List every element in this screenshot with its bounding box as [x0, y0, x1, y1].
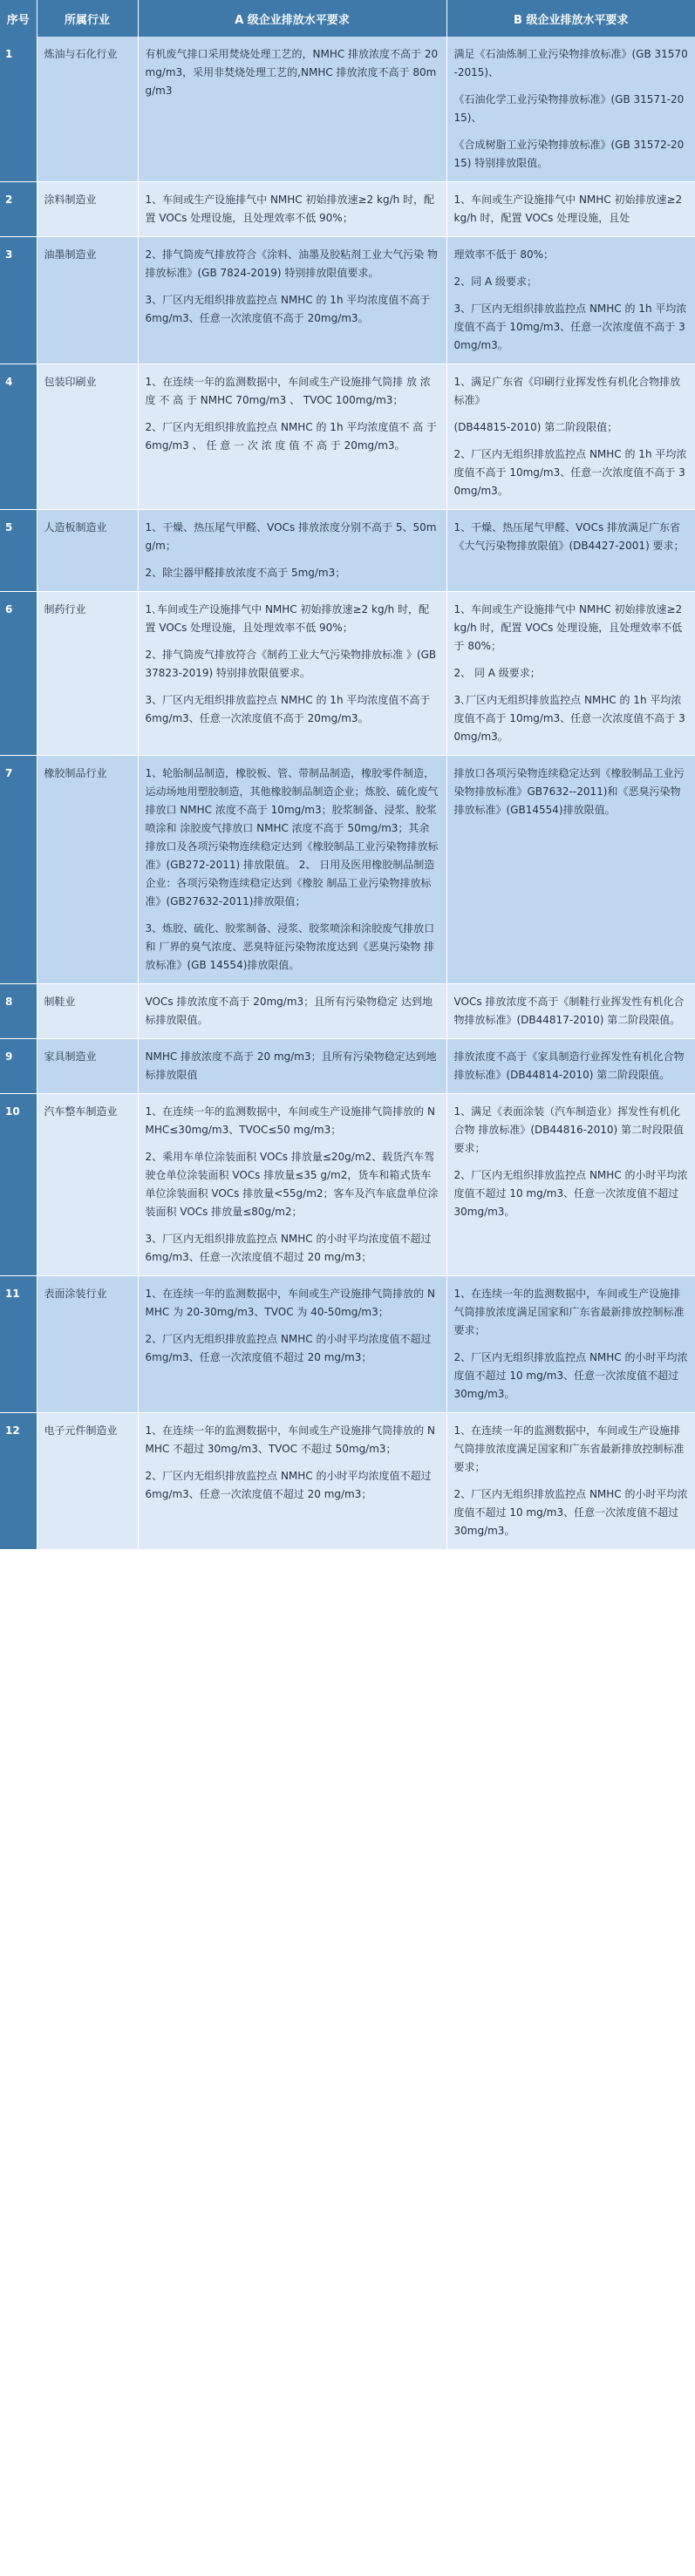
level-b-requirement: [446, 1413, 695, 1550]
industry-name: 油墨制造业: [37, 237, 138, 364]
requirement-item: 1、在连续一年的监测数据中，车间或生产设施排气筒排放的 NMHC 不超过 30mg/m3、TVOC 不超过 50mg/m3；: [145, 1424, 435, 1455]
requirement-item: 1、在连续一年的监测数据中，车间或生产设施排气筒排放浓度满足国家和广东省最新排放控制标准要求；: [453, 1288, 685, 1336]
industry-name: 炼油与石化行业: [37, 37, 138, 182]
level-a-requirement: [138, 1094, 446, 1276]
requirement-item: VOCs 排放浓度不高于《制鞋行业挥发性有机化合物排放标准》(DB44817-2010) 第二阶段限值。: [453, 996, 685, 1026]
row-number: 12: [0, 1413, 37, 1550]
table-row: [0, 592, 695, 756]
row-number: 5: [0, 510, 37, 592]
level-b-requirement: [446, 182, 695, 237]
level-b-requirement: [446, 37, 695, 182]
level-b-requirement: [446, 984, 695, 1039]
level-a-requirement: [138, 756, 446, 984]
level-a-requirement: [138, 364, 446, 510]
requirement-item: 2、厂区内无组织排放监控点 NMHC 的小时平均浓度值不超过 6mg/m3、任意一次浓度值不超过 20 mg/m3；: [145, 1333, 432, 1363]
requirement-item: 《合成树脂工业污染物排放标准》(GB 31572-2015) 特别排放限值。: [453, 139, 685, 169]
table-row: [0, 1094, 695, 1276]
requirement-item: 1、干燥、热压尾气甲醛、VOCs 排放浓度分别不高于 5、50mg/m；: [145, 521, 437, 552]
level-a-requirement: [138, 984, 446, 1039]
requirement-item: 3、炼胶、硫化、胶浆制备、浸浆、胶浆喷涂和涂胶废气排放口和 厂界的臭气浓度、恶臭特征污染物浓度达到《恶臭污染物 排放标准》(GB 14554)排放限值。: [145, 922, 435, 971]
requirement-item: 3、厂区内无组织排放监控点 NMHC 的 1h 平均浓度值不高于 6mg/m3、任意一次浓度值不高于 20mg/m3。: [145, 694, 431, 724]
row-number: 4: [0, 364, 37, 510]
requirement-item: 2、厂区内无组织排放监控点 NMHC 的 1h 平均浓度值不高于 10mg/m3、任意一次浓度值不高于 30mg/m3。: [453, 448, 687, 497]
requirement-item: 1、满足《表面涂装（汽车制造业）挥发性有机化合物 排放标准》(DB44816-2010) 第二时段限值要求；: [453, 1105, 685, 1154]
level-b-requirement: [446, 756, 695, 984]
header-no: 序号: [0, 0, 37, 37]
row-number: 3: [0, 237, 37, 364]
row-number: 10: [0, 1094, 37, 1276]
table-body: [0, 37, 695, 1550]
requirement-item: 3､厂区内无组织排放监控点 NMHC 的 1h 平均浓度值不高于 10mg/m3、任意一次浓度值不高于 30mg/m3。: [453, 694, 685, 743]
requirement-item: NMHC 排放浓度不高于 20 mg/m3；且所有污染物稳定达到地标排放限值: [145, 1050, 437, 1081]
table-row: [0, 1039, 695, 1094]
level-b-requirement: [446, 1039, 695, 1094]
requirement-item: 2、同 A 级要求；: [453, 275, 537, 288]
table-header: [0, 0, 695, 37]
level-a-requirement: [138, 37, 446, 182]
table-row: [0, 984, 695, 1039]
level-b-requirement: [446, 1094, 695, 1276]
industry-name: 制药行业: [37, 592, 138, 756]
row-number: 8: [0, 984, 37, 1039]
row-number: 9: [0, 1039, 37, 1094]
requirement-item: 排放浓度不高于《家具制造行业挥发性有机化合物排放标准》(DB44814-2010) 第二阶段限值。: [453, 1050, 685, 1081]
requirement-item: 1､车间或生产设施排气中 NMHC 初始排放速≥2 kg/h 时，配置 VOCs 处理设施，且处理效率不低 90%；: [145, 603, 430, 634]
row-number: 7: [0, 756, 37, 984]
table-row: [0, 182, 695, 237]
row-number: 2: [0, 182, 37, 237]
table-row: [0, 510, 695, 592]
requirement-item: 2、厂区内无组织排放监控点 NMHC 的 1h 平均浓度值不 高 于 6mg/m3 、 任 意 一 次 浓 度 值 不 高 于 20mg/m3。: [145, 421, 437, 452]
requirement-item: 3、厂区内无组织排放监控点 NMHC 的小时平均浓度值不超过 6mg/m3、任意一次浓度值不超过 20 mg/m3；: [145, 1233, 432, 1263]
level-a-requirement: [138, 1276, 446, 1413]
requirement-item: 2、厂区内无组织排放监控点 NMHC 的小时平均浓度值不超过 10 mg/m3、任意一次浓度值不超过 30mg/m3。: [453, 1351, 688, 1400]
requirement-item: 2、 同 A 级要求；: [453, 667, 541, 679]
industry-name: 涂料制造业: [37, 182, 138, 237]
requirement-item: 3、厂区内无组织排放监控点 NMHC 的 1h 平均浓度值不高于 6mg/m3、任意一次浓度值不高于 20mg/m3。: [145, 294, 431, 324]
requirement-item: 1、干燥、热压尾气甲醛、VOCs 排放满足广东省《大气污染物排放限值》(DB4427-2001) 要求；: [453, 521, 685, 552]
requirement-item: 1、轮胎制品制造，橡胶板、管、带制品制造，橡胶零件制造，运动场地用塑胶制造，其他橡胶制品制造企业；炼胶、硫化废气排放口 NMHC 浓度不高于 10mg/m3；胶浆制备、浸浆、胶浆喷涂和 涂胶废气排放口 NMHC 浓度不高于 50mg/m3；其余排放口及各项污染物连续稳定达到《橡胶制品工业污染物排放标准》(GB272-2011) 排放限值。 2、 日用及医用橡胶制品制造企业：各项污染物连续稳定达到《橡胶 制品工业污染物排放标准》(GB27632-2011)排放限值；: [145, 767, 439, 907]
requirement-item: 2、厂区内无组织排放监控点 NMHC 的小时平均浓度值不超过 10 mg/m3、任意一次浓度值不超过 30mg/m3。: [453, 1488, 688, 1537]
requirement-item: 1、在连续一年的监测数据中，车间或生产设施排气筒排 放 浓 度 不 高 于 NMHC 70mg/m3 、 TVOC 100mg/m3；: [145, 376, 431, 406]
industry-name: 制鞋业: [37, 984, 138, 1039]
requirement-item: 2、厂区内无组织排放监控点 NMHC 的小时平均浓度值不超过 10 mg/m3、任意一次浓度值不超过 30mg/m3。: [453, 1169, 688, 1218]
requirement-item: 排放口各项污染物连续稳定达到《橡胶制品工业污染物排放标准》GB7632--2011)和《恶臭污染物排放标准》(GB14554)排放限值。: [453, 767, 685, 816]
requirement-item: 《石油化学工业污染物排放标准》(GB 31571-2015)、: [453, 93, 685, 124]
level-a-requirement: [138, 592, 446, 756]
header-level-a: A 级企业排放水平要求: [138, 0, 446, 37]
requirement-item: 1、满足广东省《印刷行业挥发性有机化合物排放标准》: [453, 376, 681, 406]
table-row: [0, 756, 695, 984]
requirement-item: 1、车间或生产设施排气中 NMHC 初始排放速≥2kg/h 时，配置 VOCs 处理设施，且处: [453, 194, 683, 224]
table-row: [0, 1413, 695, 1550]
level-b-requirement: [446, 1276, 695, 1413]
requirement-item: 2、乘用车单位涂装面积 VOCs 排放量≤20g/m2、载货汽车驾驶仓单位涂装面积 VOCs 排放量≤35 g/m2，货车和箱式货车单位涂装面积 VOCs 排放量<55g/m2；客车及汽车底盘单位涂装面积 VOCs 排放量≤80g/m2；: [145, 1151, 439, 1218]
level-a-requirement: [138, 237, 446, 364]
requirement-item: 2、除尘器甲醛排放浓度不高于 5mg/m3；: [145, 567, 346, 579]
level-b-requirement: [446, 592, 695, 756]
requirement-item: 满足《石油炼制工业污染物排放标准》(GB 31570-2015)、: [453, 48, 688, 78]
industry-name: 表面涂装行业: [37, 1276, 138, 1413]
table-row: [0, 237, 695, 364]
industry-name: 汽车整车制造业: [37, 1094, 138, 1276]
industry-name: 橡胶制品行业: [37, 756, 138, 984]
requirement-item: 2、厂区内无组织排放监控点 NMHC 的小时平均浓度值不超过 6mg/m3、任意一次浓度值不超过 20 mg/m3；: [145, 1470, 432, 1500]
level-b-requirement: [446, 237, 695, 364]
header-level-b: B 级企业排放水平要求: [446, 0, 695, 37]
industry-name: 包装印刷业: [37, 364, 138, 510]
row-number: 6: [0, 592, 37, 756]
industry-name: 家具制造业: [37, 1039, 138, 1094]
level-a-requirement: [138, 182, 446, 237]
table-row: [0, 1276, 695, 1413]
level-a-requirement: [138, 1039, 446, 1094]
row-number: 1: [0, 37, 37, 182]
requirement-item: 2、排气筒废气排放符合《涂料、油墨及胶粘剂工业大气污染 物排放标准》(GB 7824-2019) 特别排放限值要求。: [145, 248, 438, 279]
row-number: 11: [0, 1276, 37, 1413]
level-a-requirement: [138, 510, 446, 592]
table-row: [0, 364, 695, 510]
requirement-item: 1、车间或生产设施排气中 NMHC 初始排放速≥2 kg/h 时，配置 VOCs 处理设施，且处理效率不低 90%；: [145, 194, 435, 224]
header-industry: 所属行业: [37, 0, 138, 37]
level-b-requirement: [446, 364, 695, 510]
requirement-item: 有机废气排口采用焚烧处理工艺的，NMHC 排放浓度不高于 20mg/m3，采用非焚烧处理工艺的,NMHC 排放浓度不高于 80mg/m3: [145, 48, 439, 97]
requirement-item: 1、在连续一年的监测数据中，车间或生产设施排气筒排放浓度满足国家和广东省最新排放控制标准要求；: [453, 1424, 685, 1473]
requirement-item: (DB44815-2010) 第二阶段限值；: [453, 421, 618, 433]
requirement-item: 1、在连续一年的监测数据中，车间或生产设施排气筒排放的 NMHC 为 20-30mg/m3、TVOC 为 40-50mg/m3；: [145, 1288, 435, 1318]
industry-name: 电子元件制造业: [37, 1413, 138, 1550]
requirement-item: VOCs 排放浓度不高于 20mg/m3；且所有污染物稳定 达到地标排放限值。: [145, 996, 433, 1026]
industry-name: 人造板制造业: [37, 510, 138, 592]
level-a-requirement: [138, 1413, 446, 1550]
requirement-item: 2、排气筒废气排放符合《制药工业大气污染物排放标准 》(GB37823-2019) 特别排放限值要求。: [145, 649, 437, 679]
table-row: [0, 37, 695, 182]
level-b-requirement: [446, 510, 695, 592]
requirement-item: 1、车间或生产设施排气中 NMHC 初始排放速≥2kg/h 时，配置 VOCs 处理设施，且处理效率不低于 80%；: [453, 603, 683, 652]
requirement-item: 理效率不低于 80%；: [453, 248, 554, 261]
requirement-item: 3、厂区内无组织排放监控点 NMHC 的 1h 平均浓度值不高于 10mg/m3、任意一次浓度值不高于 30mg/m3。: [453, 302, 687, 351]
requirement-item: 1、在连续一年的监测数据中，车间或生产设施排气筒排放的 NMHC≤30mg/m3、TVOC≤50 mg/m3；: [145, 1105, 435, 1136]
